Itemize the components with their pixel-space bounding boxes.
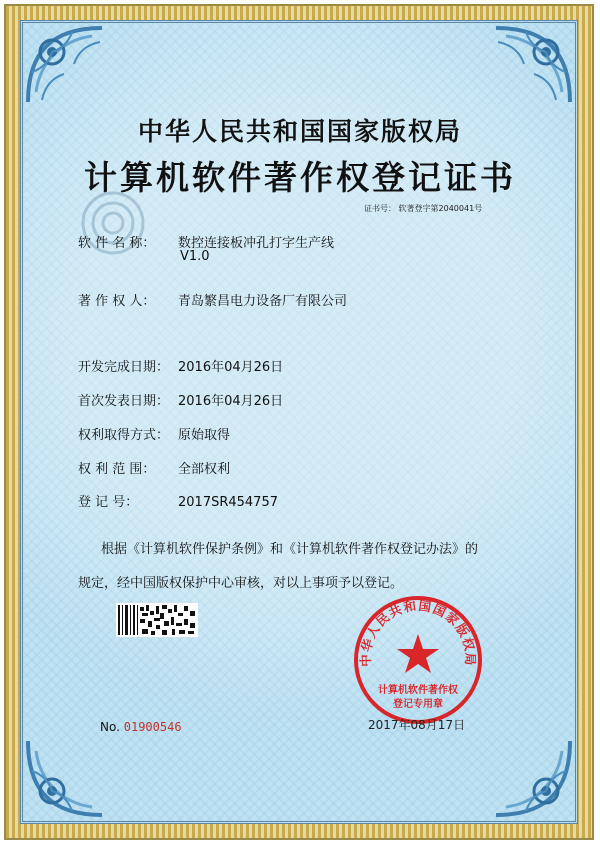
issuer-title: 中华人民共和国国家版权局 [137, 117, 462, 146]
scope-value: 全部权利 [178, 462, 231, 477]
acquire-value: 原始取得 [178, 428, 231, 443]
owner-value: 青岛繁昌电力设备厂有限公司 [178, 294, 348, 309]
software-version-value: V1.0 [180, 249, 210, 264]
pub-date-row [78, 390, 283, 409]
certificate-number: 证书号： 软著登字第2040041号 [364, 204, 483, 213]
qr-barcode-icon [116, 603, 198, 637]
corner-ornament-icon [490, 735, 576, 821]
dev-date-value: 2016年04月26日 [178, 360, 284, 375]
software-name-value: 数控连接板冲孔打字生产线 [178, 236, 335, 251]
registration-label: 登 记 号： [78, 495, 139, 510]
serial-label: No. [100, 720, 120, 734]
corner-ornament-icon [22, 735, 108, 821]
seal-line-2: 登记专用章 [393, 699, 443, 710]
owner-label: 著 作 权 人： [78, 294, 156, 309]
scope-row [78, 458, 230, 477]
serial-number: 01900546 [123, 720, 182, 734]
seal-line-1: 计算机软件著作权 [378, 685, 458, 696]
seal-caption [350, 684, 486, 712]
scope-label: 权 利 范 围： [78, 462, 156, 477]
statement-line-2: 规定，经中国版权保护中心审核，对以上事项予以登记。 [78, 576, 404, 591]
pub-date-label: 首次发表日期： [78, 394, 170, 409]
registration-row [78, 491, 278, 510]
dev-date-row [78, 356, 283, 375]
issue-date: 2017年08月17日 [368, 718, 466, 732]
dev-date-label: 开发完成日期： [78, 360, 170, 375]
software-name-row [78, 232, 335, 264]
acquire-row [78, 424, 230, 443]
owner-row [78, 290, 347, 309]
corner-ornament-icon [22, 22, 108, 108]
statement-line-1: 根据《计算机软件保护条例》和《计算机软件著作权登记办法》的 [101, 542, 479, 557]
certificate-title: 计算机软件著作权登记证书 [84, 158, 516, 197]
software-name-label: 软 件 名 称： [78, 236, 156, 251]
registration-value: 2017SR454757 [178, 495, 278, 510]
serial-row [100, 720, 182, 734]
corner-ornament-icon [490, 22, 576, 108]
pub-date-value: 2016年04月26日 [178, 394, 284, 409]
svg-text:中华人民共和国国家版权局: 中华人民共和国国家版权局 [357, 597, 479, 667]
acquire-label: 权利取得方式： [78, 428, 170, 443]
